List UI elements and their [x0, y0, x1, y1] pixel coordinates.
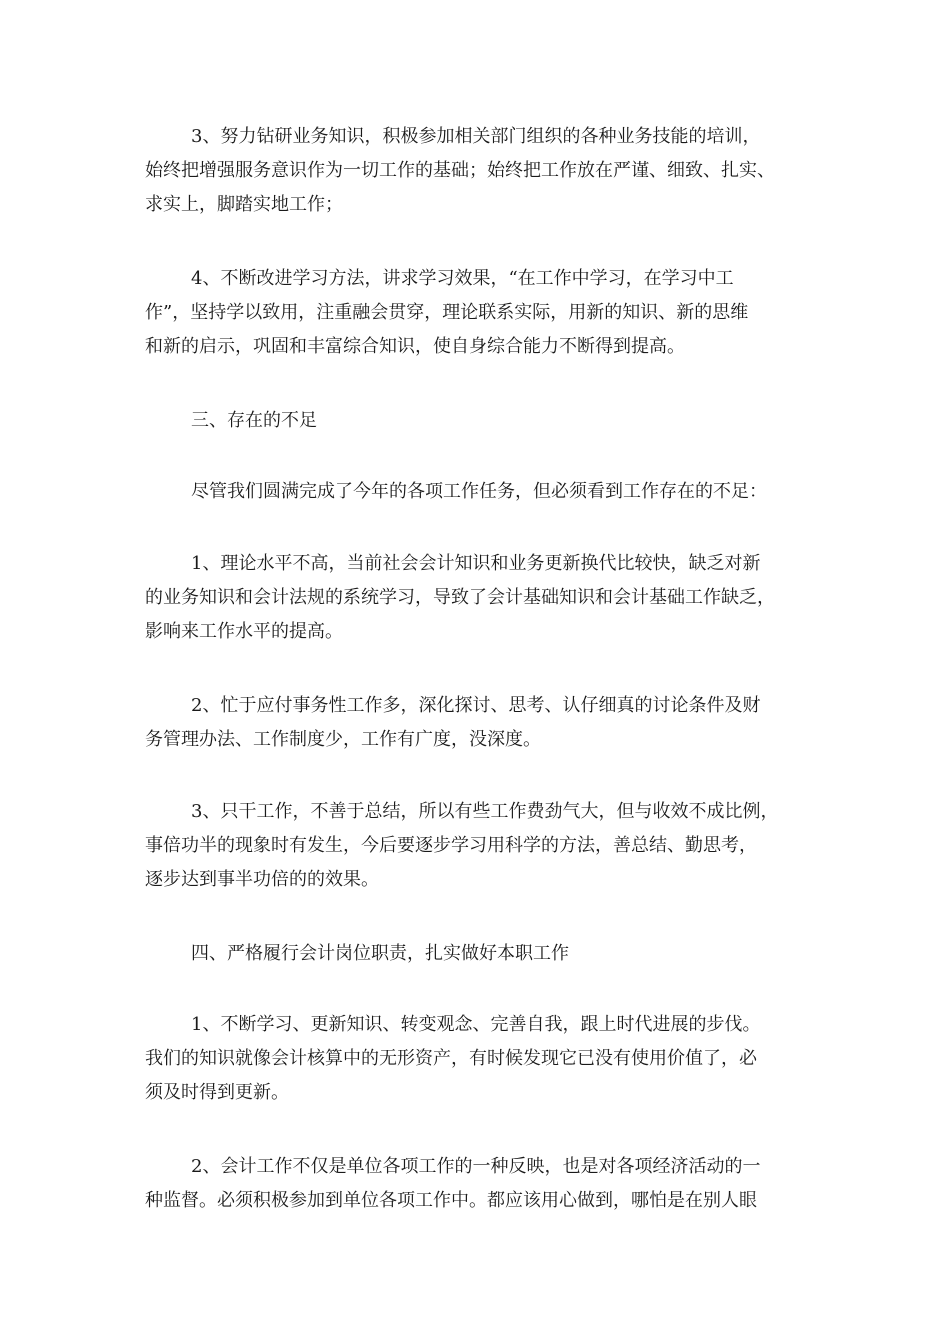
paragraph-3-study-business: [145, 120, 815, 222]
section-heading-shortcomings: 三、存在的不足: [191, 410, 317, 431]
paragraph-line: 始终把增强服务意识作为一切工作的基础；始终把工作放在严谨、细致、扎实、: [145, 160, 775, 181]
paragraph-line: 和新的启示，巩固和丰富综合知识，使自身综合能力不断得到提高。: [145, 336, 685, 357]
paragraph-line: 1、理论水平不高，当前社会会计知识和业务更新换代比较快，缺乏对新: [191, 553, 761, 574]
paragraph-line: 逐步达到事半功倍的的效果。: [145, 869, 379, 890]
paragraph-1-keep-learning: [145, 1008, 815, 1110]
paragraph-line: 3、只干工作，不善于总结，所以有些工作费劲气大，但与收效不成比例，: [191, 801, 779, 822]
paragraph-1-theory-level: [145, 547, 815, 649]
paragraph-line: 作”，坚持学以致用，注重融会贯穿，理论联系实际，用新的知识、新的思维: [145, 302, 749, 323]
paragraph-line: 我们的知识就像会计核算中的无形资产，有时候发现它已没有使用价值了，必: [145, 1048, 757, 1069]
paragraph-line: 事倍功半的现象时有发生，今后要逐步学习用科学的方法，善总结、勤思考，: [145, 835, 757, 856]
paragraph-line: 3、努力钻研业务知识，积极参加相关部门组织的各种业务技能的培训，: [191, 126, 761, 147]
paragraph-line: 的业务知识和会计法规的系统学习，导致了会计基础知识和会计基础工作缺乏，: [145, 587, 775, 608]
paragraph-line: 尽管我们圆满完成了今年的各项工作任务，但必须看到工作存在的不足：: [191, 481, 767, 502]
paragraph-line: 务管理办法、工作制度少，工作有广度，没深度。: [145, 729, 541, 750]
paragraph-line: 4、不断改进学习方法，讲求学习效果，“在工作中学习，在学习中工: [191, 268, 734, 289]
paragraph-2-accounting-supervision: [145, 1150, 815, 1218]
paragraph-line: 1、不断学习、更新知识、转变观念、完善自我，跟上时代进展的步伐。: [191, 1014, 761, 1035]
paragraph-2-routine-work: [145, 689, 815, 757]
paragraph-shortcomings-intro: [145, 475, 815, 509]
paragraph-line: 2、会计工作不仅是单位各项工作的一种反映，也是对各项经济活动的一: [191, 1156, 761, 1177]
section-heading-duties: 四、严格履行会计岗位职责，扎实做好本职工作: [191, 943, 569, 964]
paragraph-line: 求实上，脚踏实地工作；: [145, 194, 343, 215]
paragraph-line: 须及时得到更新。: [145, 1082, 289, 1103]
paragraph-4-study-method: [145, 262, 815, 364]
paragraph-line: 种监督。必须积极参加到单位各项工作中。都应该用心做到，哪怕是在别人眼: [145, 1190, 757, 1211]
paragraph-3-summarize: [145, 795, 815, 897]
paragraph-line: 影响来工作水平的提高。: [145, 621, 343, 642]
paragraph-line: 2、忙于应付事务性工作多，深化探讨、思考、认仔细真的讨论条件及财: [191, 695, 761, 716]
